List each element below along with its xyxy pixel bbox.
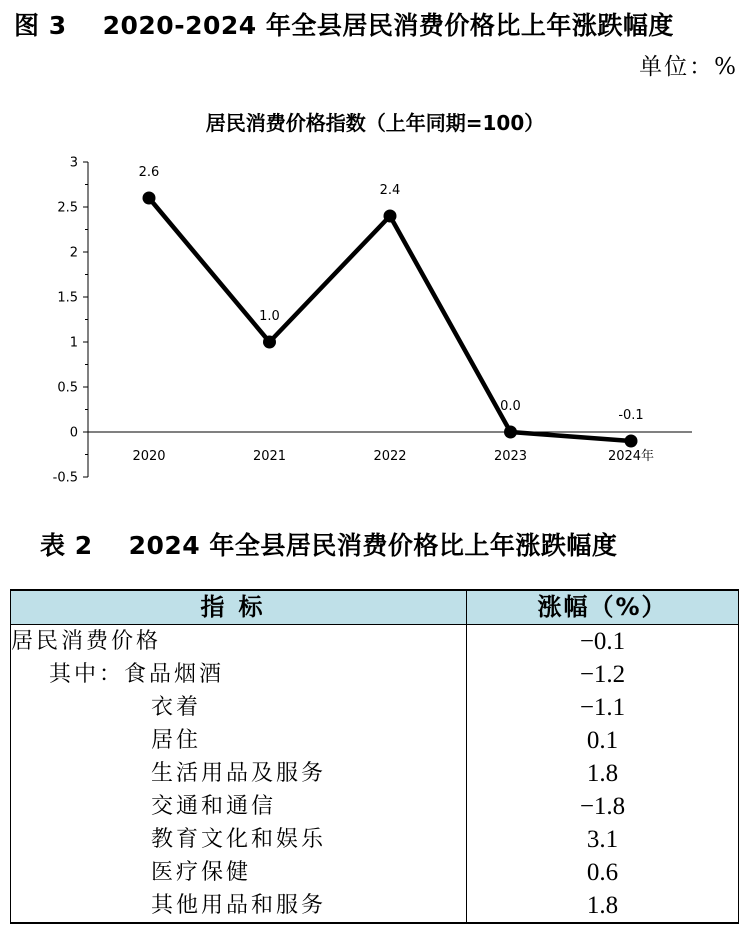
y-tick-label: 0	[69, 425, 78, 441]
unit-label: 单位：%	[639, 54, 738, 80]
row-name: 医疗保健	[11, 856, 467, 889]
row-value: −0.1	[467, 625, 739, 659]
row-name: 居民消费价格	[11, 625, 467, 659]
header-change: 涨幅（%）	[467, 590, 739, 625]
data-point	[384, 210, 397, 223]
table-row	[11, 691, 739, 724]
chart-title: 居民消费价格指数（上年同期=100）	[205, 111, 545, 135]
table-row	[11, 658, 739, 691]
table-row	[11, 757, 739, 790]
x-tick-label: 2020	[132, 449, 166, 464]
row-name: 其他用品和服务	[11, 889, 467, 923]
figure-title-text: 2020-2024 年全县居民消费价格比上年涨跌幅度	[102, 11, 674, 40]
table-title	[40, 526, 617, 562]
x-tick-label: 2023	[493, 449, 528, 464]
row-value: −1.8	[467, 790, 739, 823]
x-tick-label: 2021	[252, 449, 287, 464]
series-line	[149, 198, 631, 441]
row-value: 1.8	[467, 757, 739, 790]
row-name: 居住	[11, 724, 467, 757]
x-tick-label: 2022	[373, 449, 407, 464]
figure-number: 图 3	[14, 11, 67, 40]
table-header-row	[11, 590, 739, 625]
table-row	[11, 823, 739, 856]
y-tick-label: 0.5	[57, 380, 78, 396]
data-label: 1.0	[259, 309, 280, 324]
row-name: 生活用品及服务	[11, 757, 467, 790]
data-label: 0.0	[500, 399, 521, 414]
table-row	[11, 856, 739, 889]
row-value: −1.2	[467, 658, 739, 691]
row-name: 交通和通信	[11, 790, 467, 823]
data-point	[625, 435, 638, 448]
x-tick-label: 2024年	[607, 449, 655, 464]
table-title-text: 2024 年全县居民消费价格比上年涨跌幅度	[128, 531, 618, 560]
y-tick-label: -0.5	[52, 470, 78, 486]
data-label: 2.4	[379, 183, 401, 198]
figure-title	[14, 6, 674, 42]
data-label: -0.1	[618, 408, 644, 423]
row-value: 1.8	[467, 889, 739, 923]
data-label: 2.6	[138, 165, 160, 180]
table-row	[11, 889, 739, 923]
y-tick-label: 2.5	[57, 200, 78, 216]
row-name: 教育文化和娱乐	[11, 823, 467, 856]
y-tick-label: 2	[69, 245, 78, 261]
cpi-breakdown-table	[10, 589, 739, 924]
data-point	[504, 426, 517, 439]
row-name: 衣着	[11, 691, 467, 724]
y-tick-label: 3	[69, 155, 78, 171]
data-point	[263, 336, 276, 349]
table-row	[11, 625, 739, 659]
data-point	[143, 192, 156, 205]
row-value: 3.1	[467, 823, 739, 856]
row-name: 其中：食品烟酒	[11, 658, 467, 691]
row-value: 0.1	[467, 724, 739, 757]
row-value: 0.6	[467, 856, 739, 889]
y-tick-label: 1	[69, 335, 78, 351]
table-row	[11, 724, 739, 757]
table-row	[11, 790, 739, 823]
header-indicator: 指标	[11, 590, 467, 625]
cpi-line-chart	[0, 140, 750, 490]
row-value: −1.1	[467, 691, 739, 724]
table-number: 表 2	[40, 531, 93, 560]
y-tick-label: 1.5	[57, 290, 78, 306]
